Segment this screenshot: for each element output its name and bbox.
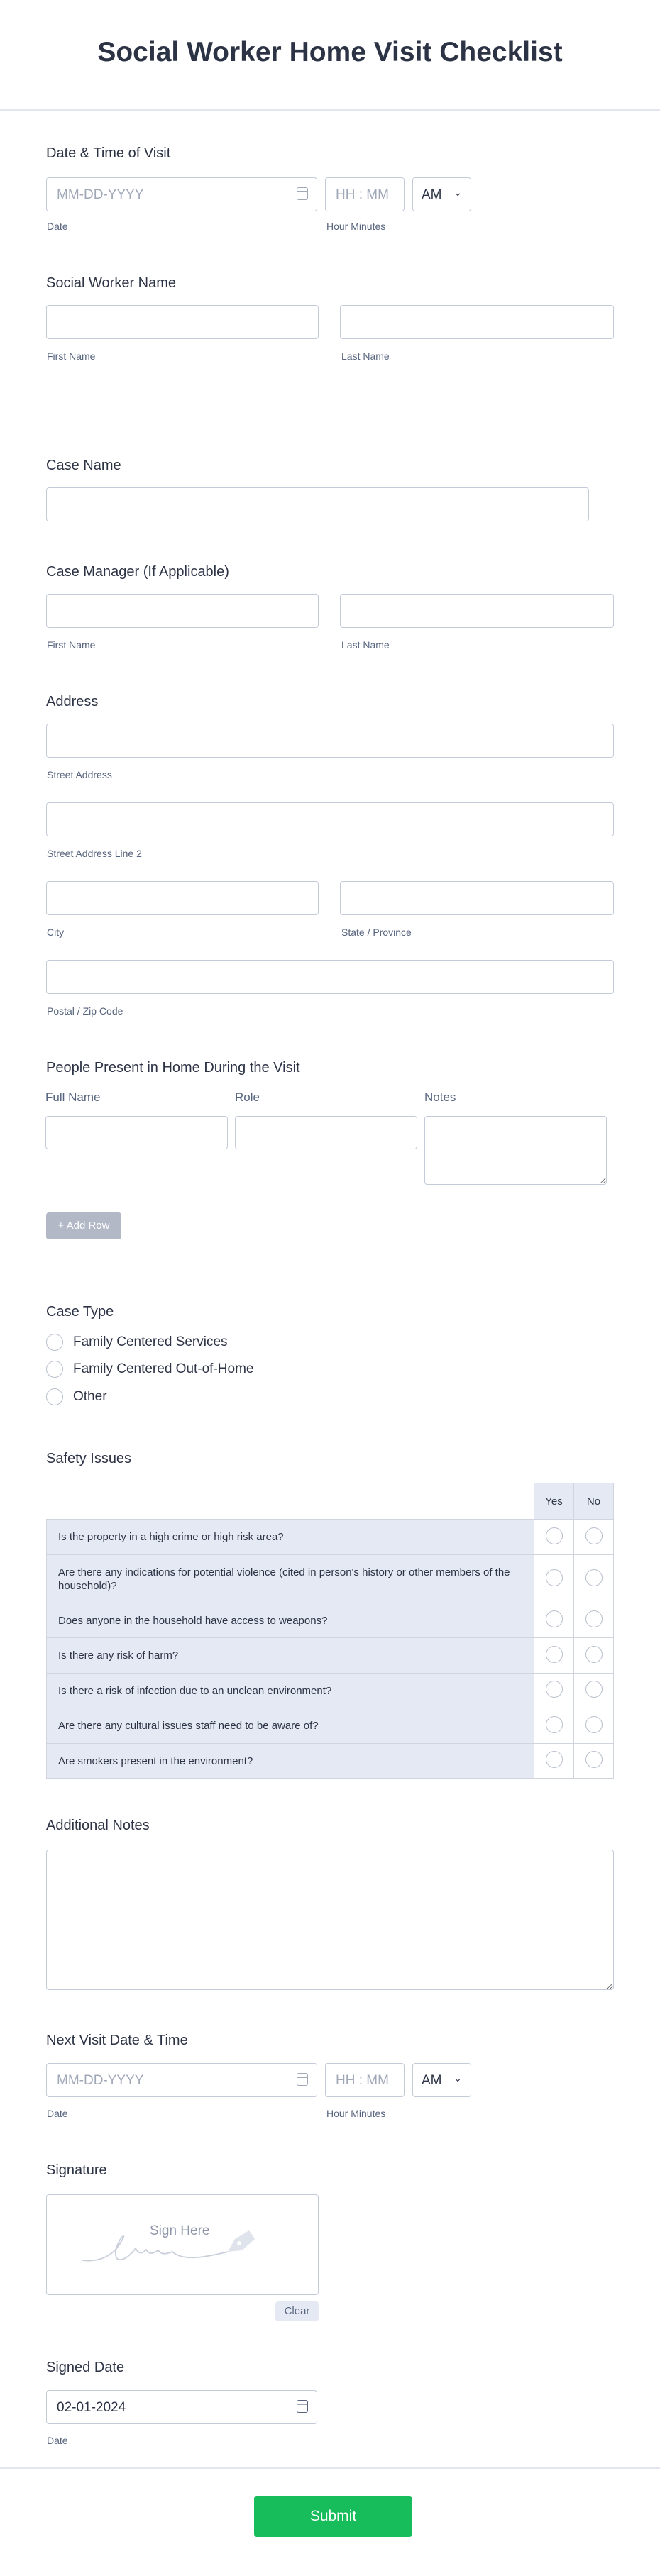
street2-input[interactable] xyxy=(46,802,614,836)
state-input[interactable] xyxy=(340,881,614,915)
matrix-corner xyxy=(47,1483,534,1520)
question: Are there any indications for potential violence (cited in person's history or other members of the household)? xyxy=(47,1555,534,1603)
first-sublabel: First Name xyxy=(47,639,96,651)
table-row xyxy=(47,1638,614,1674)
radio-no[interactable] xyxy=(585,1569,603,1586)
city-sublabel: City xyxy=(47,927,65,938)
ampm-value: AM xyxy=(422,2073,442,2088)
zip-sublabel: Postal / Zip Code xyxy=(47,1005,123,1017)
case-type-option[interactable] xyxy=(46,1361,253,1378)
table-row xyxy=(47,1555,614,1603)
date-sublabel: Date xyxy=(47,2108,68,2119)
address-label: Address xyxy=(46,694,99,709)
time-placeholder: HH : MM xyxy=(336,2073,389,2088)
next-date-input[interactable] xyxy=(46,2063,317,2097)
manager-first-input[interactable] xyxy=(46,594,319,628)
radio-yes[interactable] xyxy=(546,1716,563,1733)
clear-signature-button[interactable]: Clear xyxy=(275,2301,319,2321)
ampm-value: AM xyxy=(422,187,442,202)
notes-textarea[interactable] xyxy=(424,1116,607,1185)
signed-date-label: Signed Date xyxy=(46,2360,125,2375)
radio-button[interactable] xyxy=(46,1361,63,1378)
radio-no[interactable] xyxy=(585,1527,603,1544)
radio-yes[interactable] xyxy=(546,1610,563,1627)
case-name-label: Case Name xyxy=(46,458,121,473)
question: Are smokers present in the environment? xyxy=(47,1744,534,1779)
full-name-input[interactable] xyxy=(45,1116,228,1149)
date-placeholder: MM-DD-YYYY xyxy=(57,187,144,202)
table-row xyxy=(47,1744,614,1779)
col-role: Role xyxy=(235,1090,260,1104)
radio-no[interactable] xyxy=(585,1751,603,1768)
chevron-down-icon: ⌄ xyxy=(453,187,462,198)
last-sublabel: Last Name xyxy=(341,350,390,362)
page-title: Social Worker Home Visit Checklist xyxy=(97,37,563,67)
question: Is there any risk of harm? xyxy=(47,1638,534,1674)
radio-yes[interactable] xyxy=(546,1569,563,1586)
radio-yes[interactable] xyxy=(546,1646,563,1663)
visit-time-input[interactable] xyxy=(325,177,405,211)
radio-button[interactable] xyxy=(46,1388,63,1405)
signature-squiggle-icon xyxy=(79,2230,285,2273)
signature-pad[interactable] xyxy=(46,2194,319,2295)
manager-last-input[interactable] xyxy=(340,594,614,628)
people-label: People Present in Home During the Visit xyxy=(46,1060,300,1076)
street2-sublabel: Street Address Line 2 xyxy=(47,848,142,859)
time-sublabel: Hour Minutes xyxy=(326,221,386,232)
notes-label: Additional Notes xyxy=(46,1818,150,1833)
add-row-button[interactable]: + Add Row xyxy=(46,1212,121,1239)
col-notes: Notes xyxy=(424,1090,456,1104)
radio-yes[interactable] xyxy=(546,1527,563,1544)
col-full-name: Full Name xyxy=(45,1090,101,1104)
next-ampm-select[interactable] xyxy=(412,2063,471,2097)
option-label: Family Centered Out-of-Home xyxy=(73,1361,254,1376)
first-sublabel: First Name xyxy=(47,350,96,362)
date-sublabel: Date xyxy=(47,2435,68,2446)
time-placeholder: HH : MM xyxy=(336,187,389,202)
case-type-option[interactable] xyxy=(46,1388,107,1405)
case-name-input[interactable] xyxy=(46,487,589,521)
additional-notes-textarea[interactable] xyxy=(46,1850,614,1990)
worker-last-input[interactable] xyxy=(340,305,614,339)
table-row xyxy=(47,1674,614,1708)
radio-no[interactable] xyxy=(585,1681,603,1698)
street-input[interactable] xyxy=(46,724,614,758)
next-time-input[interactable] xyxy=(325,2063,405,2097)
case-type-label: Case Type xyxy=(46,1304,114,1320)
worker-label: Social Worker Name xyxy=(46,275,177,291)
option-label: Other xyxy=(73,1389,107,1404)
role-input[interactable] xyxy=(235,1116,417,1149)
table-row xyxy=(47,1708,614,1744)
signed-date-input[interactable] xyxy=(46,2390,317,2424)
safety-label: Safety Issues xyxy=(46,1451,132,1466)
calendar-icon[interactable] xyxy=(297,2400,308,2413)
question: Is there a risk of infection due to an unclean environment? xyxy=(47,1674,534,1708)
street-sublabel: Street Address xyxy=(47,769,112,780)
safety-matrix xyxy=(46,1483,614,1779)
radio-no[interactable] xyxy=(585,1716,603,1733)
visit-date-input[interactable] xyxy=(46,177,317,211)
state-sublabel: State / Province xyxy=(341,927,412,938)
question: Are there any cultural issues staff need to be aware of? xyxy=(47,1708,534,1744)
sign-here-text: Sign Here xyxy=(150,2223,210,2238)
case-type-option[interactable] xyxy=(46,1334,228,1351)
worker-first-input[interactable] xyxy=(46,305,319,339)
date-placeholder: MM-DD-YYYY xyxy=(57,2073,144,2088)
table-row xyxy=(47,1520,614,1555)
calendar-icon[interactable] xyxy=(297,2073,308,2086)
header-divider xyxy=(0,109,660,111)
radio-no[interactable] xyxy=(585,1646,603,1663)
time-sublabel: Hour Minutes xyxy=(326,2108,386,2119)
radio-no[interactable] xyxy=(585,1610,603,1627)
question: Is the property in a high crime or high risk area? xyxy=(47,1520,534,1555)
date-sublabel: Date xyxy=(47,221,68,232)
footer-divider xyxy=(0,2467,660,2469)
col-yes: Yes xyxy=(534,1483,574,1520)
radio-button[interactable] xyxy=(46,1334,63,1351)
signature-label: Signature xyxy=(46,2162,107,2178)
last-sublabel: Last Name xyxy=(341,639,390,651)
signed-date-value: 02-01-2024 xyxy=(57,2400,126,2415)
manager-label: Case Manager (If Applicable) xyxy=(46,564,229,580)
radio-yes[interactable] xyxy=(546,1751,563,1768)
option-label: Family Centered Services xyxy=(73,1334,228,1349)
next-visit-label: Next Visit Date & Time xyxy=(46,2033,188,2048)
visit-label: Date & Time of Visit xyxy=(46,145,171,161)
table-row xyxy=(47,1603,614,1638)
radio-yes[interactable] xyxy=(546,1681,563,1698)
submit-button[interactable]: Submit xyxy=(254,2496,412,2537)
calendar-icon[interactable] xyxy=(297,187,308,200)
question: Does anyone in the household have access to weapons? xyxy=(47,1603,534,1638)
col-no: No xyxy=(574,1483,614,1520)
chevron-down-icon: ⌄ xyxy=(453,2072,462,2084)
city-input[interactable] xyxy=(46,881,319,915)
zip-input[interactable] xyxy=(46,960,614,994)
visit-ampm-select[interactable] xyxy=(412,177,471,211)
